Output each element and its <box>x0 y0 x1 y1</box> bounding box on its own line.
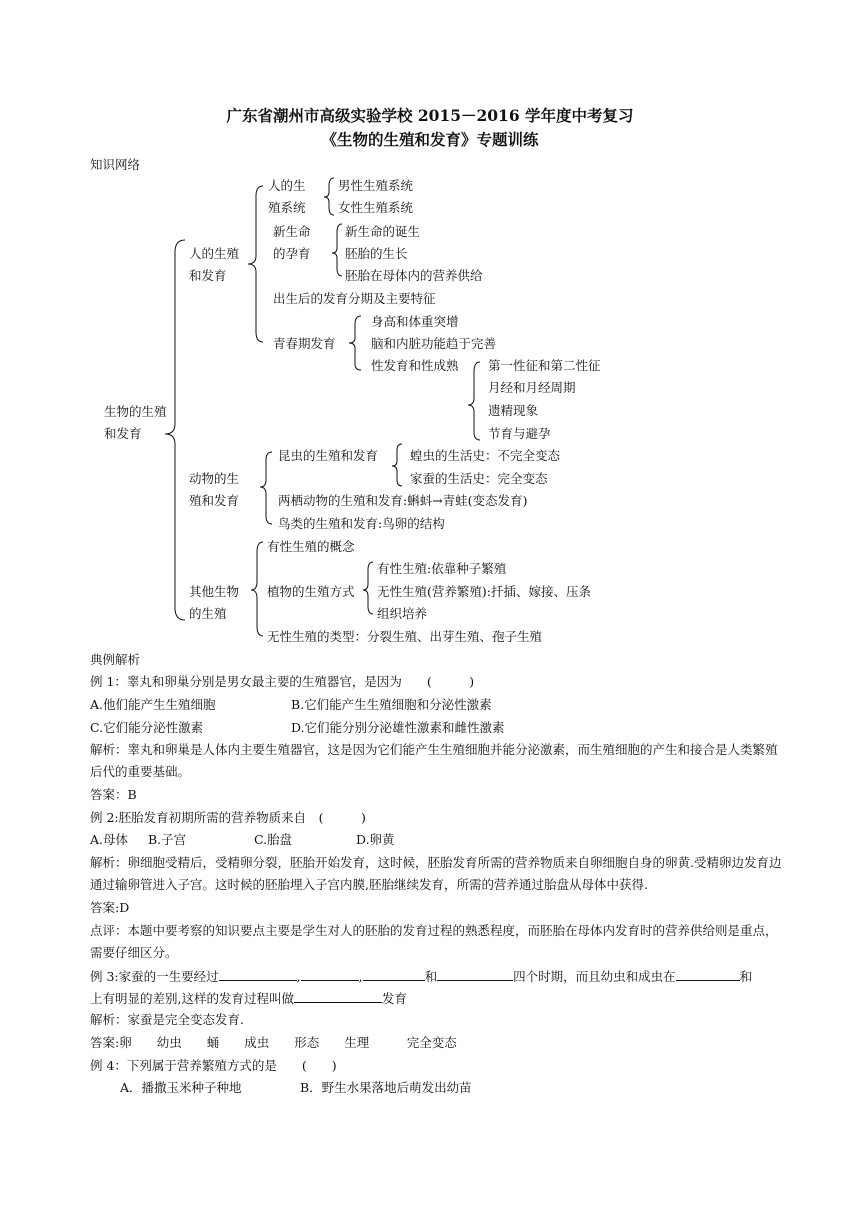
ex2-answer: 答案:D <box>90 900 130 915</box>
bracket-other <box>251 542 263 636</box>
blank-field[interactable] <box>676 968 740 981</box>
tree-insect: 昆虫的生殖和发育 <box>278 448 379 463</box>
ex1-option-d: D.它们能分别分泌雄性激素和雌性激素 <box>291 720 505 735</box>
ex2-option-d: D.卵黄 <box>356 832 395 847</box>
section-knowledge-network: 知识网络 <box>90 157 141 172</box>
blank-field[interactable] <box>437 968 513 981</box>
tree-sex-item: 月经和月经周期 <box>488 380 576 395</box>
tree-human-repro-line2: 殖系统 <box>268 200 306 215</box>
bracket-puberty <box>349 316 361 370</box>
bracket-insect <box>392 444 402 486</box>
ex4-question: 例 4：下列属于营养繁殖方式的是 ( ) <box>90 1058 337 1073</box>
tree-sexual-concept: 有性生殖的概念 <box>267 539 355 554</box>
bracket-repro <box>324 178 334 215</box>
tree-human-line1: 人的生殖 <box>189 246 240 261</box>
ex2-option-c: C.胎盘 <box>254 832 293 847</box>
tree-insect-item: 家蚕的生活史：完全变态 <box>410 471 548 486</box>
ex3-text: 四个时期，而且幼虫和成虫在 <box>513 969 676 984</box>
ex3-text: 上有明显的差别,这样的发育过程叫做 <box>90 991 294 1006</box>
tree-newlife-line2: 的孕育 <box>273 246 311 261</box>
tree-female-system: 女性生殖系统 <box>338 200 414 215</box>
ex4-option-a: A．播撒玉米种子种地 <box>120 1080 242 1095</box>
ex3-separator: , <box>296 969 301 984</box>
ex3-text: 例 3:家蚕的一生要经过 <box>90 969 219 984</box>
ex1-option-a: A.他们能产生生殖细胞 <box>90 697 216 712</box>
tree-human-line2: 和发育 <box>189 268 227 283</box>
blank-field[interactable] <box>363 968 425 981</box>
tree-other-line1: 其他生物 <box>189 584 240 599</box>
ex1-option-b: B.它们能产生生殖细胞和分泌性激素 <box>291 697 492 712</box>
tree-insect-item: 蝗虫的生活史：不完全变态 <box>410 448 561 463</box>
tree-animal-line1: 动物的生 <box>189 471 240 486</box>
tree-puberty: 青春期发育 <box>273 336 336 351</box>
tree-puberty-item: 身高和体重突增 <box>371 314 459 329</box>
bracket-animal <box>260 452 272 524</box>
tree-sex-item: 节育与避孕 <box>488 426 551 441</box>
ex2-question: 例 2:胚胎发育初期所需的营养物质来自 ( ) <box>90 810 366 825</box>
tree-puberty-item: 性发育和性成熟 <box>371 358 459 373</box>
tree-postbirth: 出生后的发育分期及主要特征 <box>273 291 436 306</box>
bracket-human <box>248 186 263 342</box>
tree-puberty-item: 脑和内脏功能趋于完善 <box>371 336 497 351</box>
blank-field[interactable] <box>219 968 297 981</box>
ex1-answer: 答案：B <box>90 787 137 802</box>
tree-animal-line2: 殖和发育 <box>189 493 240 508</box>
tree-root-line1: 生物的生殖 <box>104 404 167 419</box>
ex1-analysis: 解析：睾丸和卵巢是人体内主要生殖器官，这是因为它们能产生生殖细胞并能分泌激素，而生殖细胞的产生和接合是人类繁殖后代的重要基础。 <box>90 742 778 779</box>
tree-newlife-item: 胚胎在母体内的营养供给 <box>345 268 483 283</box>
tree-other-line2: 的生殖 <box>189 606 227 621</box>
bracket-newlife <box>332 224 342 276</box>
tree-plant: 植物的生殖方式 <box>267 584 355 599</box>
blank-field[interactable] <box>294 990 382 1003</box>
tree-root-line2: 和发育 <box>104 426 142 441</box>
tree-bird: 鸟类的生殖和发育:鸟卵的结构 <box>278 516 445 531</box>
ex1-question: 例 1：睾丸和卵巢分别是男女最主要的生殖器官，是因为 ( ) <box>90 674 475 689</box>
tree-amphibian: 两栖动物的生殖和发育:蝌蚪→青蛙(变态发育) <box>278 493 528 508</box>
tree-asexual-types: 无性生殖的类型：分裂生殖、出芽生殖、孢子生殖 <box>267 629 543 644</box>
tree-plant-item: 组织培养 <box>377 606 428 621</box>
tree-newlife-line1: 新生命 <box>273 224 311 239</box>
ex3-answer: 答案:卵 幼虫 蛹 成虫 形态 生理 完全变态 <box>90 1035 457 1050</box>
tree-newlife-item: 新生命的诞生 <box>345 224 421 239</box>
ex3-question-line2 <box>90 990 407 1007</box>
tree-newlife-item: 胚胎的生长 <box>345 246 408 261</box>
ex2-comment: 点评：本题中要考察的知识要点主要是学生对人的胚胎的发育过程的熟悉程度，而胚胎在母体内发育时的营养供给则是重点，需要仔细区分。 <box>90 923 778 960</box>
tree-plant-item: 有性生殖:依靠种子繁殖 <box>377 561 507 576</box>
ex3-separator: , <box>358 969 363 984</box>
ex2-option-a: A.母体 <box>90 832 129 847</box>
ex1-option-c: C.它们能分泌性激素 <box>90 720 204 735</box>
ex3-analysis: 解析：家蚕是完全变态发育. <box>90 1012 244 1027</box>
ex2-option-b: B.子宫 <box>148 832 187 847</box>
tree-human-repro-line1: 人的生 <box>268 178 306 193</box>
ex3-text: 发育 <box>381 991 407 1006</box>
ex3-question-line1 <box>90 968 752 985</box>
tree-male-system: 男性生殖系统 <box>338 178 414 193</box>
document-title-line1: 广东省潮州市高级实验学校 2015－2016 学年度中考复习 <box>226 106 634 125</box>
section-examples: 典例解析 <box>90 652 141 667</box>
tree-plant-item: 无性生殖(营养繁殖):扦插、嫁接、压条 <box>377 584 591 599</box>
document-title-line2: 《生物的生殖和发育》专题训练 <box>321 130 539 149</box>
bracket-sex <box>468 362 480 440</box>
bracket-plant <box>363 562 373 614</box>
tree-sex-item: 第一性征和第二性征 <box>488 358 601 373</box>
ex3-text: 和 <box>739 969 753 984</box>
tree-sex-item: 遗精现象 <box>488 403 539 418</box>
ex2-analysis: 解析：卵细胞受精后，受精卵分裂，胚胎开始发育，这时候，胚胎发育所需的营养物质来自卵细胞自身的卵黄.受精卵边发育边通过输卵管进入子宫。这时候的胚胎埋入子宫内膜,胚胎继续发育，所需的营养通过胎盘从母体中获得. <box>90 855 782 892</box>
bracket-root <box>165 240 185 620</box>
ex3-text: 和 <box>424 969 438 984</box>
blank-field[interactable] <box>301 968 359 981</box>
ex4-option-b: B．野生水果落地后萌发出幼苗 <box>300 1080 472 1095</box>
